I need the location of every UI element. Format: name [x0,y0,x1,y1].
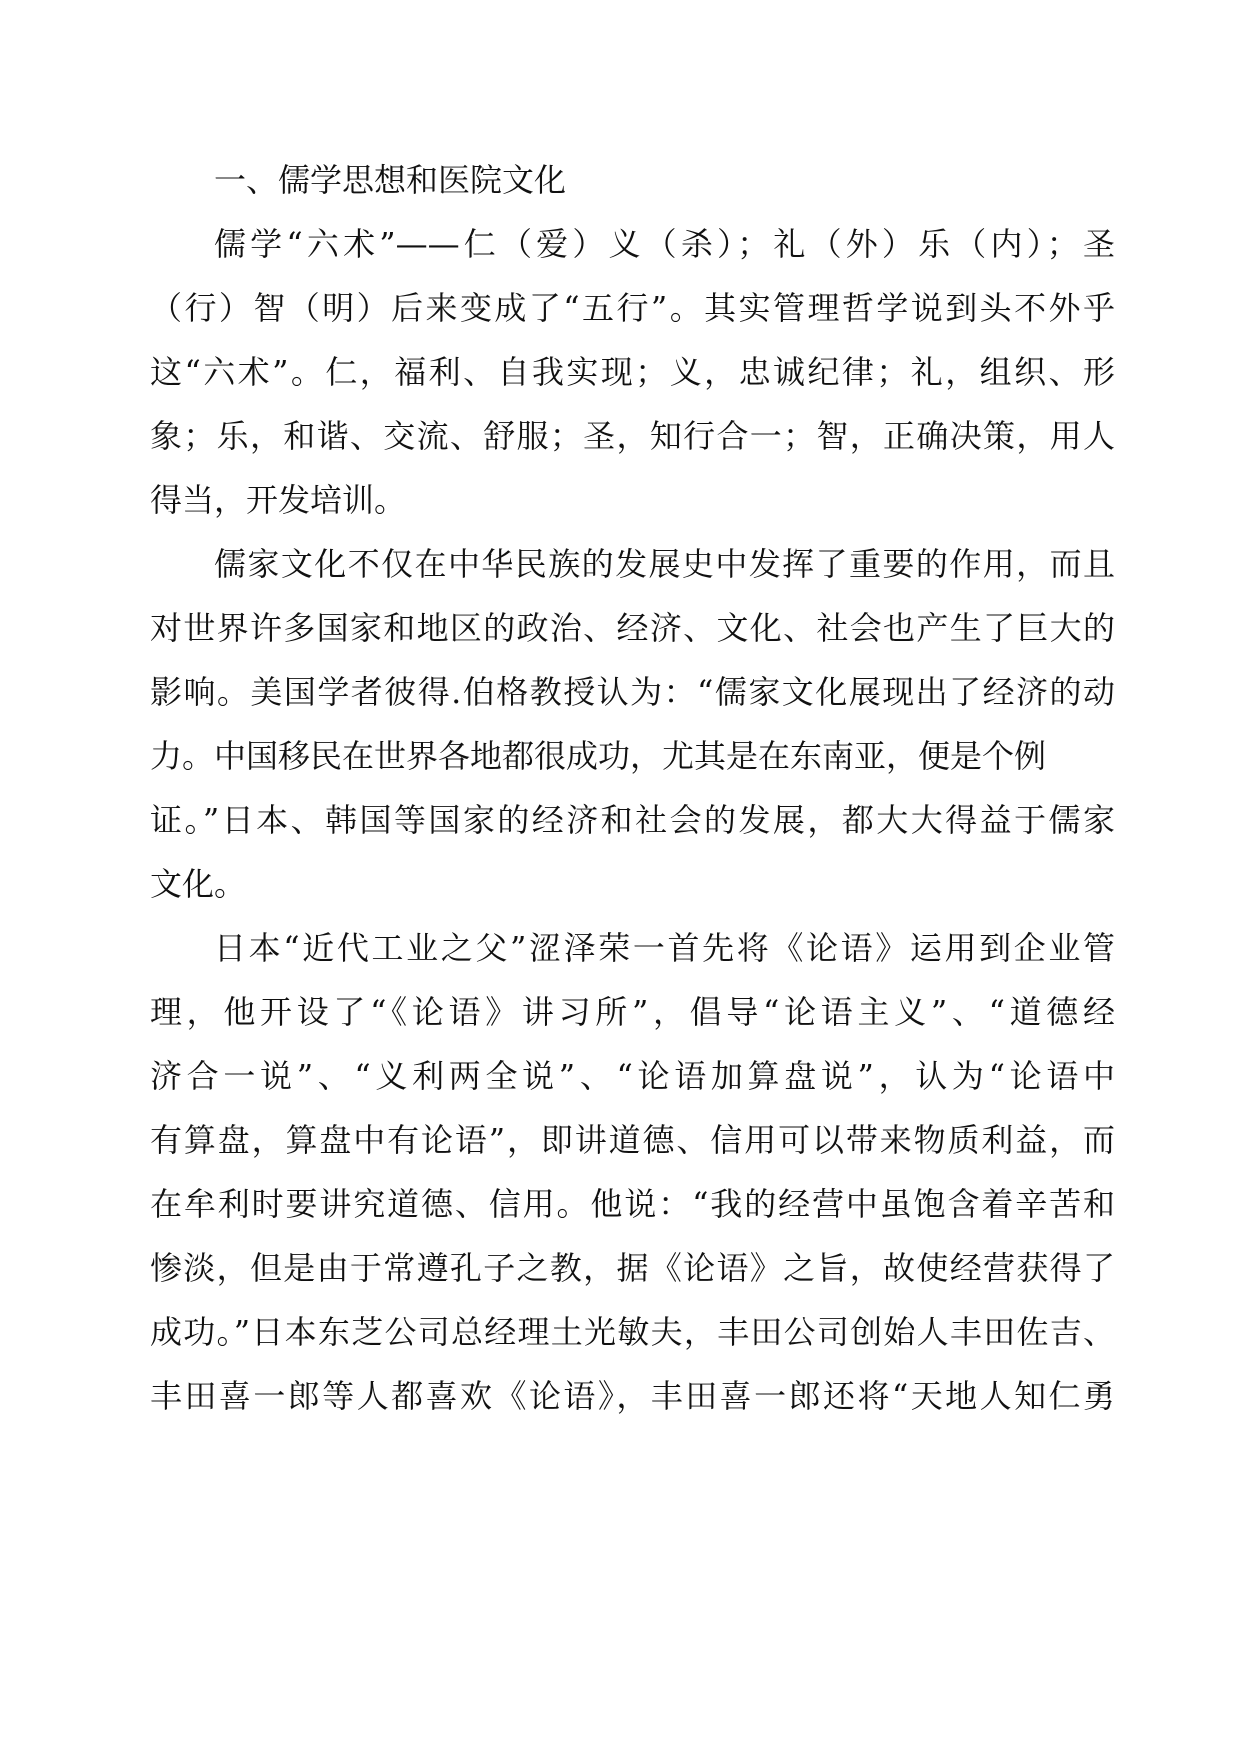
text-line: 象；乐，和谐、交流、舒服；圣，知行合一；智，正确决策，用人 [150,417,1115,455]
text-line: 有算盘，算盘中有论语”，即讲道德、信用可以带来物质利益，而 [150,1121,1115,1159]
text-line: 成功。”日本东芝公司总经理土光敏夫，丰田公司创始人丰田佐吉、 [150,1313,1115,1351]
text-line: 丰田喜一郎等人都喜欢《论语》，丰田喜一郎还将“天地人知仁勇 [150,1377,1115,1415]
text-line: 济合一说”、“义利两全说”、“论语加算盘说”，认为“论语中 [150,1057,1115,1095]
text-line: 得当，开发培训。 [150,481,407,519]
text-line: 在牟利时要讲究道德、信用。他说：“我的经营中虽饱含着辛苦和 [150,1185,1115,1223]
text-line: （行）智（明）后来变成了“五行”。其实管理哲学说到头不外乎 [150,289,1115,327]
text-line: 力。中国移民在世界各地都很成功，尤其是在东南亚，便是个例 [150,737,1047,775]
text-line: 日本“近代工业之父”涩泽荣一首先将《论语》运用到企业管 [214,929,1115,967]
text-line: 儒家文化不仅在中华民族的发展史中发挥了重要的作用，而且 [214,545,1115,583]
text-line: 儒学“六术”——仁（爱）义（杀）；礼（外）乐（内）；圣 [214,225,1115,263]
section-heading: 一、儒学思想和医院文化 [214,161,567,199]
text-line: 文化。 [150,865,247,903]
text-line: 对世界许多国家和地区的政治、经济、文化、社会也产生了巨大的 [150,609,1115,647]
text-line: 理，他开设了“《论语》讲习所”，倡导“论语主义”、“道德经 [150,993,1115,1031]
text-line: 这“六术”。仁，福利、自我实现；义，忠诚纪律；礼，组织、形 [150,353,1115,391]
document-body [150,148,1115,1428]
text-line: 证。”日本、韩国等国家的经济和社会的发展，都大大得益于儒家 [150,801,1115,839]
paragraph-confucian-influence [150,532,1115,916]
paragraph-six-arts [150,212,1115,532]
text-line: 惨淡，但是由于常遵孔子之教，据《论语》之旨，故使经营获得了 [150,1249,1115,1287]
text-line: 影响。美国学者彼得.伯格教授认为：“儒家文化展现出了经济的动 [150,673,1115,711]
paragraph-shibusawa [150,916,1115,1428]
